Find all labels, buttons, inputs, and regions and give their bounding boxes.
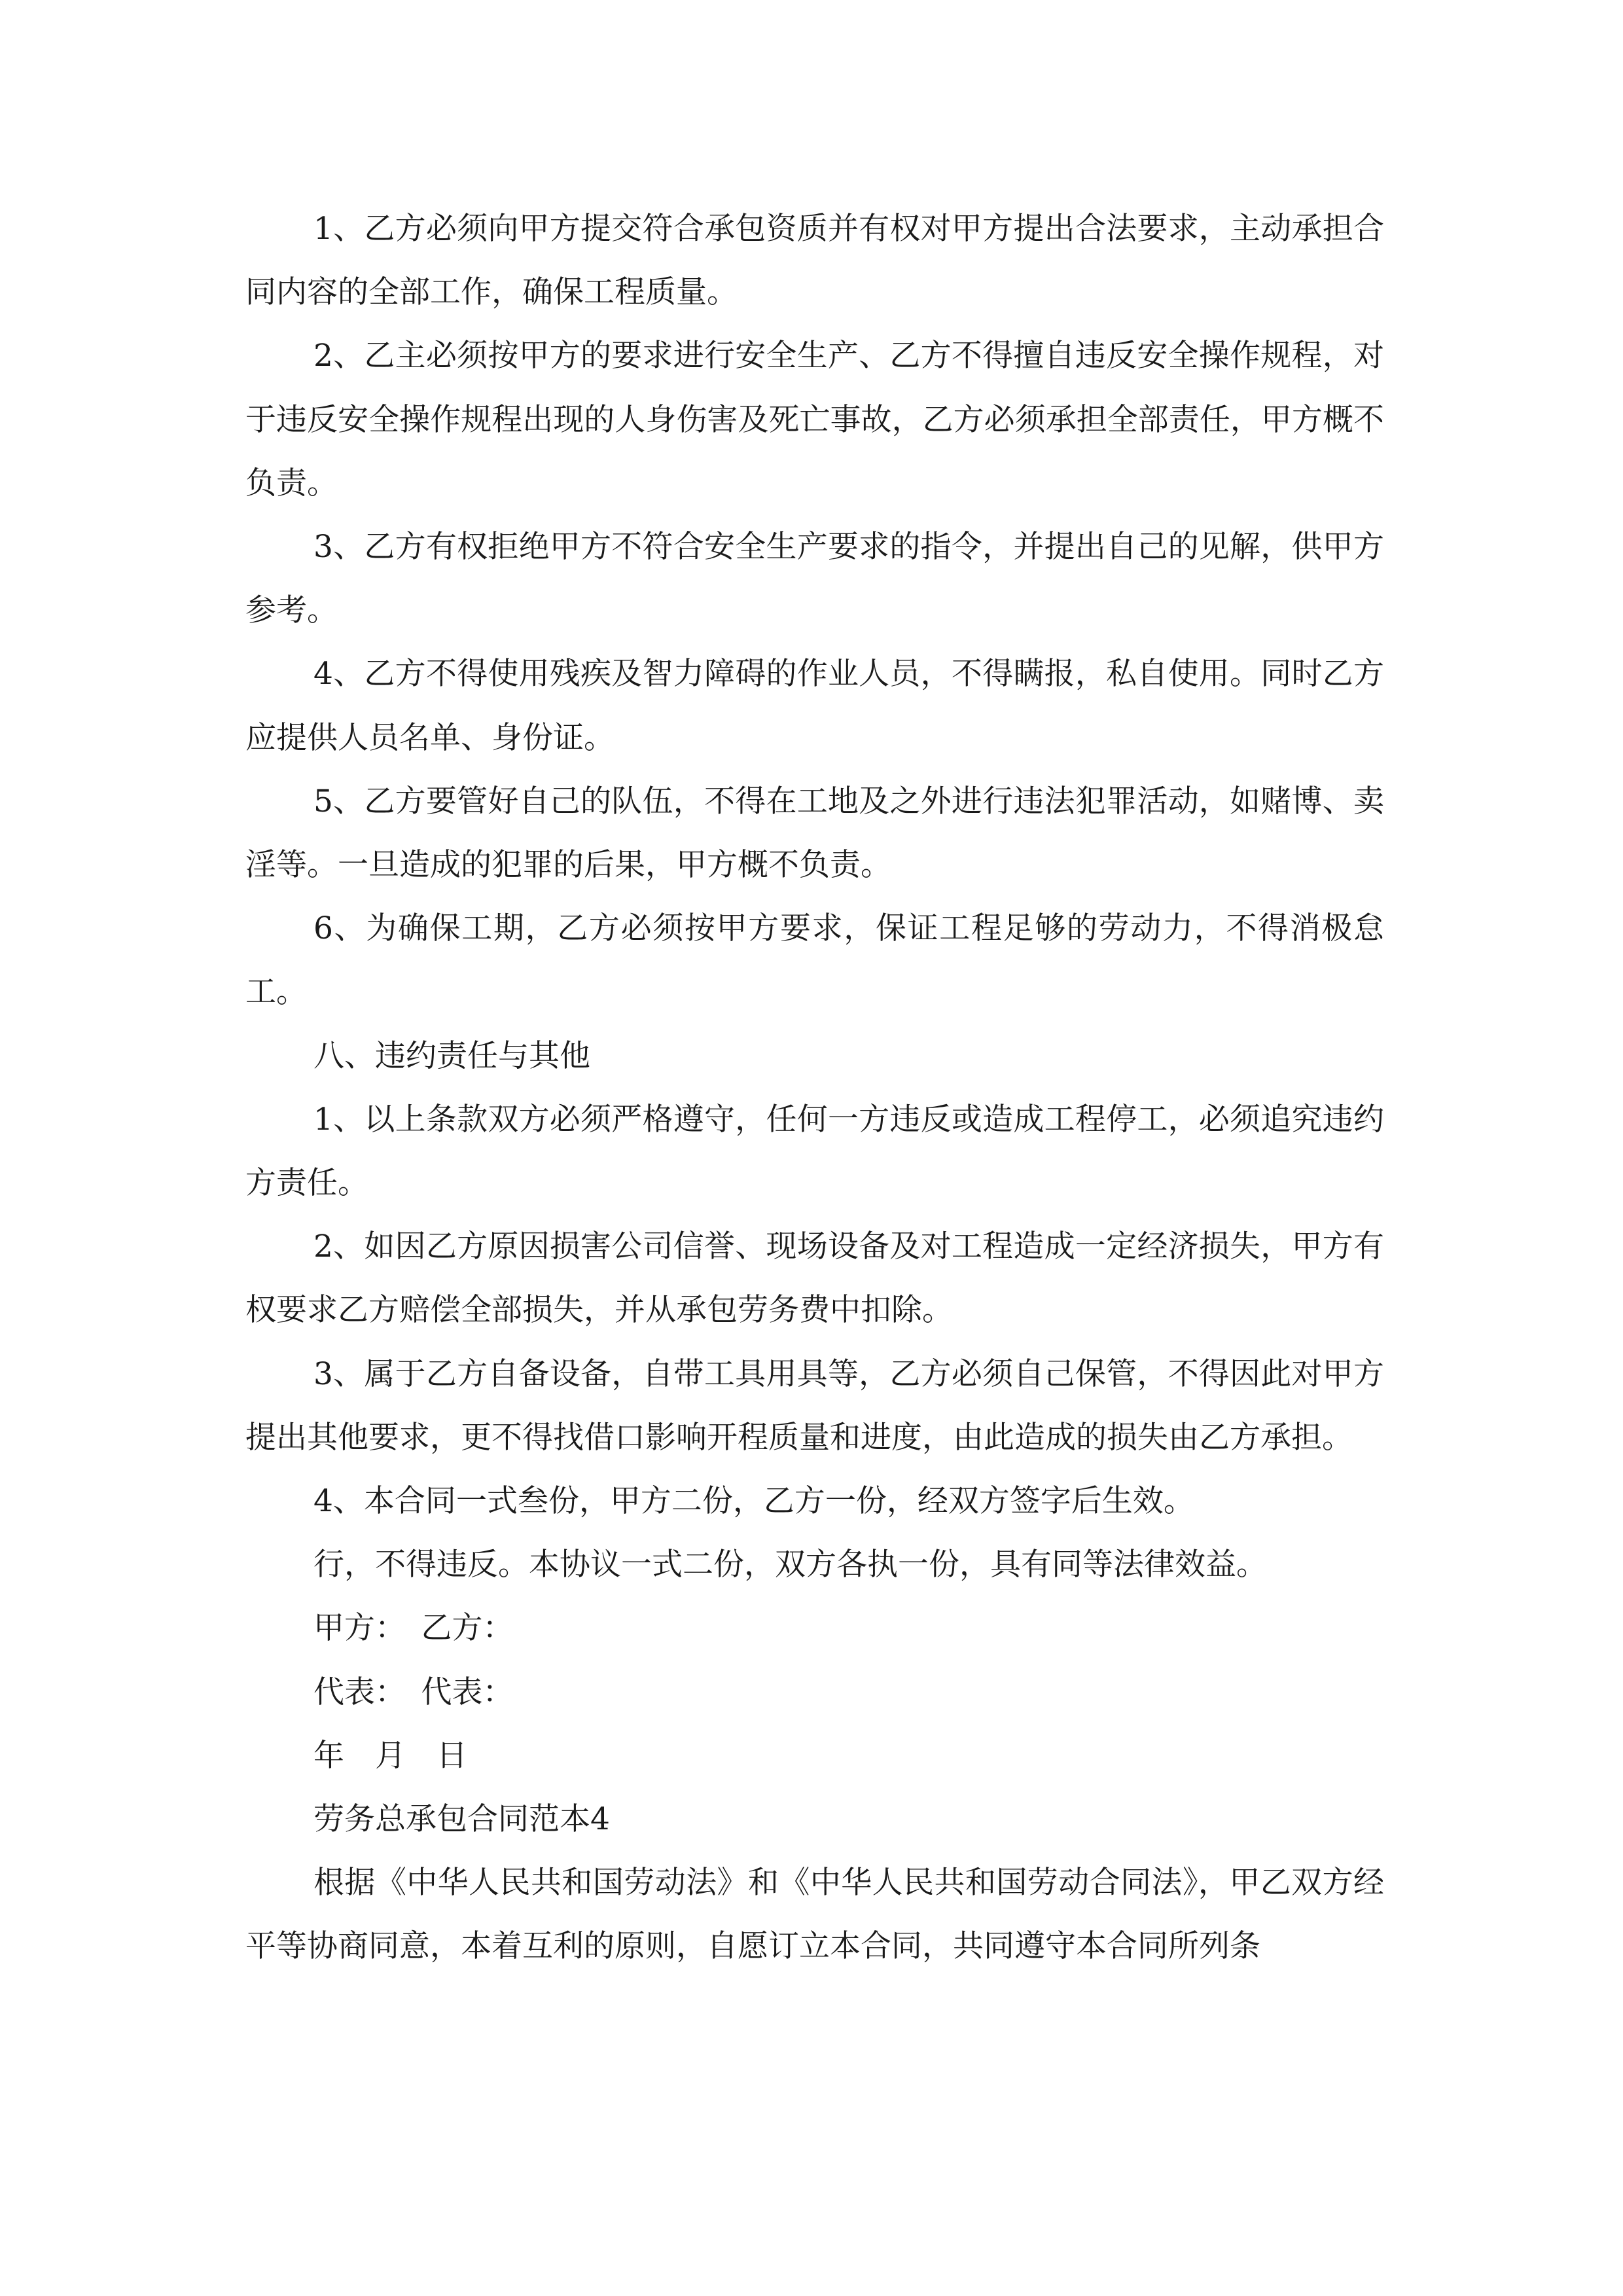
section-heading-breach: 八、违约责任与其他 [313, 1037, 590, 1074]
paragraph-breach-4: 4、本合同一式叁份，甲方二份，乙方一份，经双方签字后生效。 [313, 1483, 1194, 1520]
document-body [245, 197, 1384, 1979]
paragraph-clause-3: 3、乙方有权拒绝甲方不符合安全生产要求的指令，并提出自己的见解，供甲方参考。 [245, 529, 1384, 629]
paragraph-breach-3: 3、属于乙方自备设备，自带工具用具等，乙方必须自己保管，不得因此对甲方提出其他要求，更不得找借口影响开程质量和进度，由此造成的损失由乙方承担。 [245, 1355, 1384, 1456]
paragraph-breach-2: 2、如因乙方原因损害公司信誉、现场设备及对工程造成一定经济损失，甲方有权要求乙方赔偿全部损失，并从承包劳务费中扣除。 [245, 1229, 1384, 1329]
paragraph-clause-5: 5、乙方要管好自己的队伍，不得在工地及之外进行违法犯罪活动，如赌博、卖淫等。一旦造成的犯罪的后果，甲方概不负责。 [245, 783, 1384, 884]
signature-date: 年 月 日 [313, 1737, 467, 1774]
signature-representatives: 代表： 代表： [313, 1674, 514, 1710]
contract-title: 劳务总承包合同范本4 [313, 1801, 610, 1838]
paragraph-preamble: 根据《中华人民共和国劳动法》和《中华人民共和国劳动合同法》，甲乙双方经平等协商同意，本着互利的原则，自愿订立本合同，共同遵守本合同所列条 [245, 1865, 1384, 1965]
paragraph-clause-2: 2、乙主必须按甲方的要求进行安全生产、乙方不得擅自违反安全操作规程，对于违反安全操作规程出现的人身伤害及死亡事故，乙方必须承担全部责任，甲方概不负责。 [245, 338, 1384, 501]
paragraph-clause-6: 6、为确保工期，乙方必须按甲方要求，保证工程足够的劳动力，不得消极怠工。 [245, 910, 1384, 1011]
paragraph-breach-1: 1、以上条款双方必须严格遵守，任何一方违反或造成工程停工，必须追究违约方责任。 [245, 1101, 1384, 1202]
paragraph-agreement-copies: 行，不得违反。本协议一式二份，双方各执一份，具有同等法律效益。 [313, 1547, 1267, 1583]
paragraph-clause-1: 1、乙方必须向甲方提交符合承包资质并有权对甲方提出合法要求，主动承担合同内容的全部工作，确保工程质量。 [245, 211, 1384, 311]
signature-parties: 甲方： 乙方： [313, 1610, 514, 1647]
paragraph-clause-4: 4、乙方不得使用残疾及智力障碍的作业人员，不得瞒报，私自使用。同时乙方应提供人员名单、身份证。 [245, 656, 1384, 756]
